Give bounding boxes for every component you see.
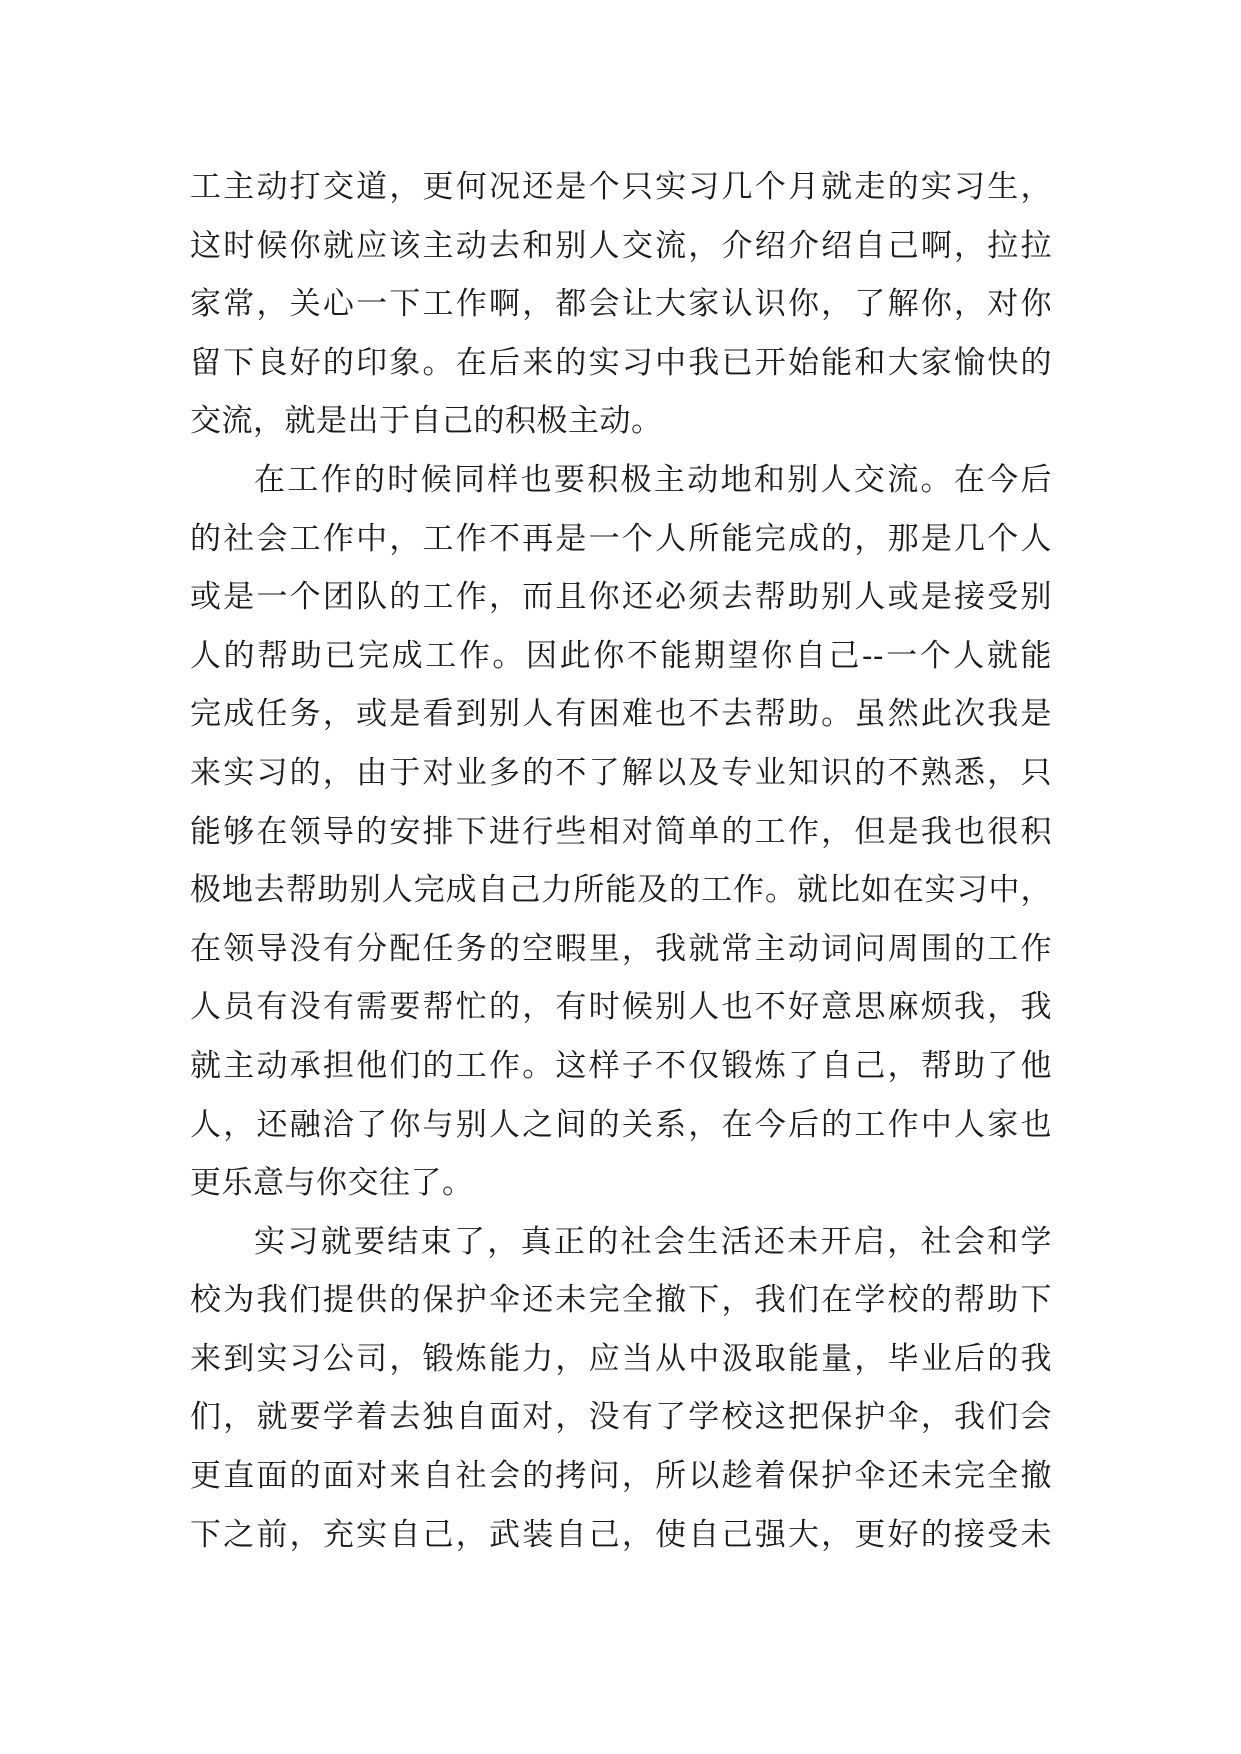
paragraph-first-line: 实习就要结束了，真正的社会生活还未开启，社会和学 <box>254 1223 1052 1260</box>
text-line: 极地去帮助别人完成自己力所能及的工作。就比如在实习中， <box>190 872 1052 909</box>
text-line: 更乐意与你交往了。 <box>190 1165 474 1202</box>
text-line: 这时候你就应该主动去和别人交流，介绍介绍自己啊，拉拉 <box>190 227 1052 264</box>
text-line: 人，还融洽了你与别人之间的关系，在今后的工作中人家也 <box>190 1106 1052 1143</box>
text-line: 人的帮助已完成工作。因此你不能期望你自己--一个人就能 <box>190 637 1052 674</box>
document-body-text <box>190 158 1052 1564</box>
text-line: 的社会工作中，工作不再是一个人所能完成的，那是几个人 <box>190 520 1052 557</box>
paragraph-first-line: 在工作的时候同样也要积极主动地和别人交流。在今后 <box>254 461 1052 498</box>
text-line: 更直面的面对来自社会的拷问，所以趁着保护伞还未完全撤 <box>190 1458 1052 1495</box>
text-line: 人员有没有需要帮忙的，有时候别人也不好意思麻烦我，我 <box>190 989 1052 1026</box>
text-line: 来到实习公司，锻炼能力，应当从中汲取能量，毕业后的我 <box>190 1340 1052 1377</box>
text-line: 能够在领导的安排下进行些相对简单的工作，但是我也很积 <box>190 813 1052 850</box>
text-line: 们，就要学着去独自面对，没有了学校这把保护伞，我们会 <box>190 1399 1052 1436</box>
text-line: 交流，就是出于自己的积极主动。 <box>190 403 663 440</box>
text-line: 家常，关心一下工作啊，都会让大家认识你，了解你，对你 <box>190 286 1052 323</box>
text-line: 就主动承担他们的工作。这样子不仅锻炼了自己，帮助了他 <box>190 1047 1052 1084</box>
text-line: 来实习的，由于对业多的不了解以及专业知识的不熟悉，只 <box>190 754 1052 791</box>
text-line: 下之前，充实自己，武装自己，使自己强大，更好的接受未 <box>190 1516 1052 1553</box>
text-line: 完成任务，或是看到别人有困难也不去帮助。虽然此次我是 <box>190 696 1052 733</box>
text-line: 留下良好的印象。在后来的实习中我已开始能和大家愉快的 <box>190 344 1052 381</box>
text-line: 或是一个团队的工作，而且你还必须去帮助别人或是接受别 <box>190 579 1052 616</box>
text-line: 在领导没有分配任务的空暇里，我就常主动词问周围的工作 <box>190 930 1052 967</box>
text-line: 工主动打交道，更何况还是个只实习几个月就走的实习生， <box>190 169 1052 205</box>
text-line: 校为我们提供的保护伞还未完全撤下，我们在学校的帮助下 <box>190 1282 1052 1319</box>
